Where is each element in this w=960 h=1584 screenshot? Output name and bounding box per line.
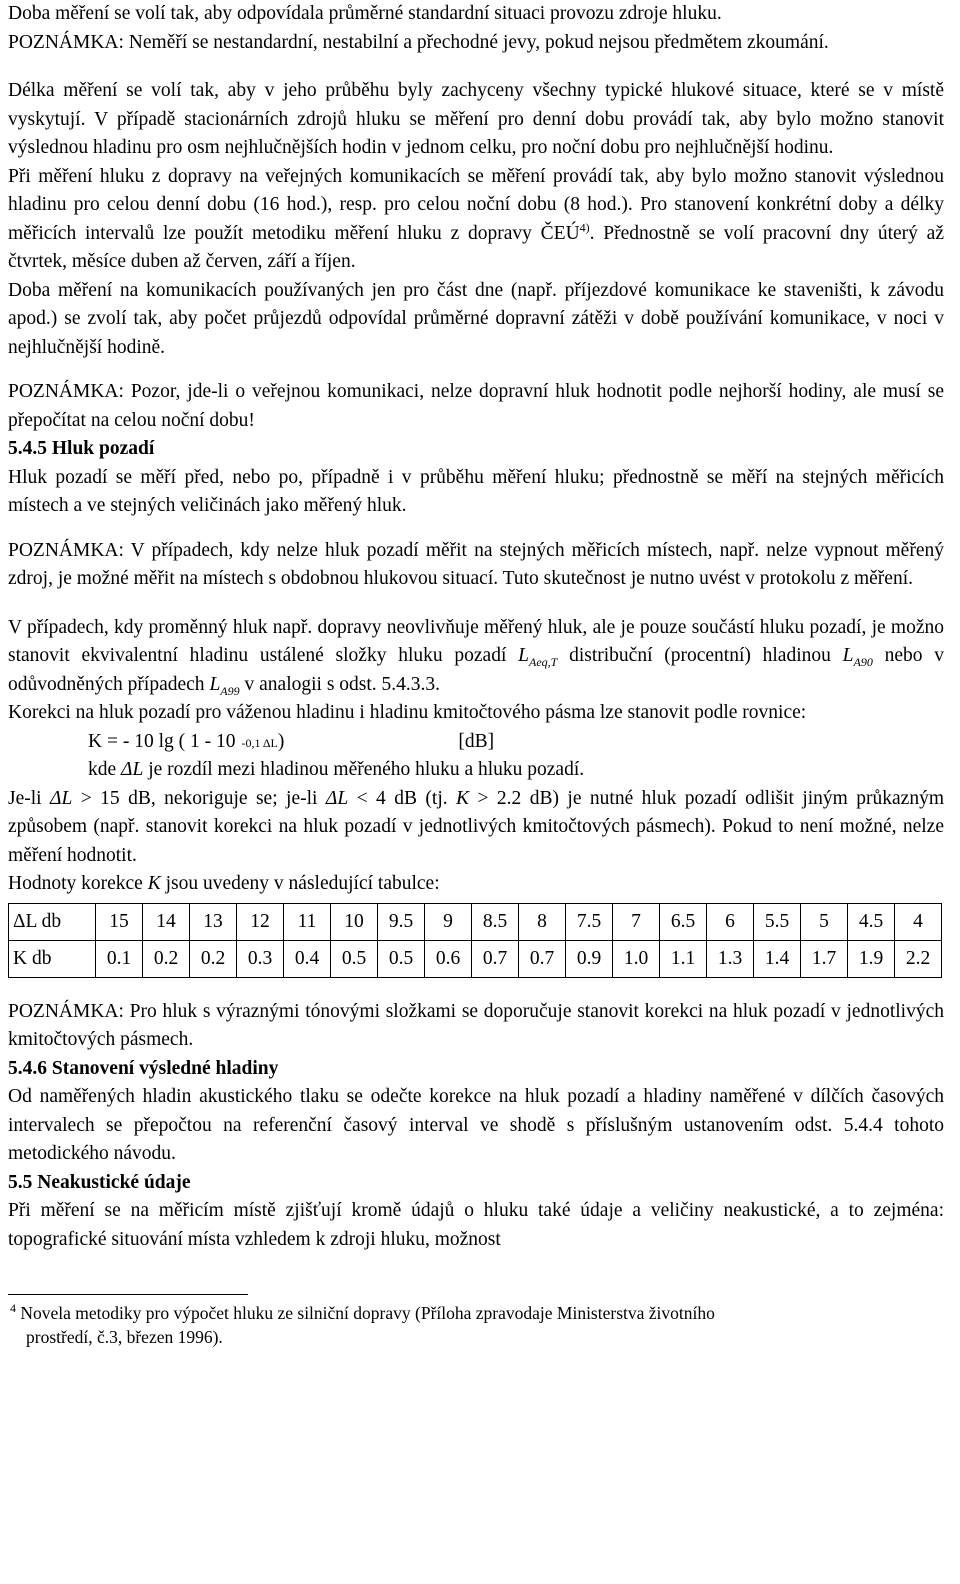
table-intro: Hodnoty korekce K jsou uvedeny v následující tabulce: — [8, 873, 440, 894]
k-cell: 0.7 — [519, 940, 566, 977]
correction-formula: K = - 10 lg ( 1 - 10 -0,1 ΔL ) [dB] — [88, 730, 495, 752]
k-cell: 0.3 — [237, 940, 284, 977]
delta-cell: 15 — [96, 903, 143, 940]
paragraph-nonacoustic: Při měření se na měřicím místě zjišťují kromě údajů o hluku také údaje a veličiny neakustické, a to zejména: topografické situování místa vzhledem k zdroji hluku, možnost — [8, 1200, 944, 1250]
footnote-4: $^4$ Novela metodiky pro výpočet hluku ze silniční dopravy (Příloha zpravodaje Ministerstva životního prostředí, č.3, březen 1996). — [10, 1301, 715, 1347]
correction-table — [8, 903, 942, 978]
k-cell: 0.9 — [566, 940, 613, 977]
paragraph-correction-limits: Je-li ΔL > 15 dB, nekoriguje se; je-li ΔL < 4 dB (tj. K > 2.2 dB) je nutné hluk pozadí odlišit jiným průkazným způsobem (např. stanovit korekci na hluk pozadí v jednotlivých kmitočtových pásmech). Pokud to není možné, nelze měření hodnotit. — [8, 787, 944, 866]
delta-cell: 8 — [519, 903, 566, 940]
k-cell: 1.3 — [707, 940, 754, 977]
paragraph-variable-noise: V případech, kdy proměnný hluk např. dopravy neovlivňuje měřený hluk, ale je pouze součástí hluku pozadí, je možno stanovit ekvivalentní hladinu ustálené složky hluku pozadí $L_{Aeq,T}$ distribuční (procentní) hladinou $L_{A90}$ nebo v odůvodněných případech $L_{A99}$ v analogii s odst. 5.4.3.3. — [8, 616, 945, 698]
delta-cell: 14 — [143, 903, 190, 940]
delta-cell: 12 — [237, 903, 284, 940]
k-cell: 0.1 — [96, 940, 143, 977]
footnote-ref: 4) — [579, 220, 590, 234]
formula-explanation: kde ΔL je rozdíl mezi hladinou měřeného hluku a hluku pozadí. — [88, 759, 585, 780]
delta-cell: 8.5 — [472, 903, 519, 940]
section-heading-55: 5.5 Neakustické údaje — [8, 1171, 191, 1193]
k-cell: 1.4 — [754, 940, 801, 977]
k-cell: 1.1 — [660, 940, 707, 977]
delta-cell: 5 — [801, 903, 848, 940]
note-public-road: POZNÁMKA: Pozor, jde-li o veřejnou komunikaci, nelze dopravní hluk hodnotit podle nejhorší hodiny, ale musí se přepočítat na celou noční dobu! — [8, 381, 944, 431]
paragraph-result-level: Od naměřených hladin akustického tlaku se odečte korekce na hluk pozadí a hladiny naměřené v dílčích časových intervalech se přepočtou na referenční časový interval ve shodě s příslušným ustanovením odst. 5.4.4 tohoto metodického návodu. — [8, 1086, 944, 1164]
delta-cell: 4.5 — [848, 903, 895, 940]
delta-cell: 9.5 — [378, 903, 425, 940]
note-nonstandard: POZNÁMKA: Neměří se nestandardní, nestabilní a přechodné jevy, pokud nejsou předmětem zkoumání. — [8, 31, 829, 53]
note-tonal-noise: POZNÁMKA: Pro hluk s výraznými tónovými složkami se doporučuje stanovit korekci na hluk pozadí v jednotlivých kmitočtových pásmech. — [8, 1000, 944, 1050]
k-cell: 1.9 — [848, 940, 895, 977]
k-cell: 0.2 — [190, 940, 237, 977]
delta-cell: 4 — [895, 903, 942, 940]
document-page — [8, 0, 944, 1349]
delta-cell: 10 — [331, 903, 378, 940]
k-cell: 0.5 — [378, 940, 425, 977]
k-cell: 2.2 — [895, 940, 942, 977]
k-cell: 0.4 — [284, 940, 331, 977]
footnote-divider — [8, 1294, 248, 1295]
paragraph-traffic-noise: Při měření hluku z dopravy na veřejných komunikacích se měření provádí tak, aby bylo možno stanovit výslednou hladinu pro celou denní dobu (16 hod.), resp. pro celou noční dobu (8 hod.). Pro stanovení konkrétní doby a délky měřicích intervalů lze použít metodiku měření hluku z dopravy ČEÚ$^{4)}$. Přednostně se volí pracovní dny úterý až čtvrtek, měsíce duben až červen, září a říjen. — [8, 165, 944, 272]
section-heading-546: 5.4.6 Stanovení výsledné hladiny — [8, 1057, 279, 1079]
delta-cell: 7.5 — [566, 903, 613, 940]
k-cell: 0.6 — [425, 940, 472, 977]
row-header-delta: ΔL db — [9, 903, 96, 940]
k-cell: 1.0 — [613, 940, 660, 977]
paragraph-measurement-length: Délka měření se volí tak, aby v jeho průběhu byly zachyceny všechny typické hlukové situace, které se v místě vyskytují. V případě stacionárních zdrojů hluku se měření pro denní dobu provádí tak, aby bylo možno stanovit výslednou hladinu pro osm nejhlučnějších hodin v jednom celku, pro noční dobu pro nejhlučnější hodinu. — [8, 80, 944, 158]
delta-cell: 6.5 — [660, 903, 707, 940]
delta-cell: 5.5 — [754, 903, 801, 940]
delta-cell: 6 — [707, 903, 754, 940]
delta-cell: 11 — [284, 903, 331, 940]
table-row-delta — [9, 903, 942, 940]
row-header-k: K db — [9, 940, 96, 977]
delta-cell: 13 — [190, 903, 237, 940]
paragraph-correction: Korekci na hluk pozadí pro váženou hladinu i hladinu kmitočtového pásma lze stanovit podle rovnice: — [8, 702, 807, 723]
paragraph-measurement-duration: Doba měření se volí tak, aby odpovídala průměrné standardní situaci provozu zdroje hluku. — [8, 3, 722, 24]
k-cell: 0.2 — [143, 940, 190, 977]
paragraph-background-noise: Hluk pozadí se měří před, nebo po, případně i v průběhu měření hluku; přednostně se měří na stejných měřicích místech a ve stejných veličinách jako měřený hluk. — [8, 466, 944, 516]
note-background-noise: POZNÁMKA: V případech, kdy nelze hluk pozadí měřit na stejných měřicích místech, např. nelze vypnout měřený zdroj, je možné měřit na místech s obdobnou hlukovou situací. Tuto skutečnost je nutno uvést v protokolu z měření. — [8, 539, 944, 589]
delta-cell: 7 — [613, 903, 660, 940]
k-cell: 0.7 — [472, 940, 519, 977]
k-cell: 1.7 — [801, 940, 848, 977]
table-row-k — [9, 940, 942, 977]
k-cell: 0.5 — [331, 940, 378, 977]
paragraph-partial-day: Doba měření na komunikacích používaných jen pro část dne (např. příjezdové komunikace ke staveništi, k závodu apod.) se zvolí tak, aby počet průjezdů odpovídal průměrné dopravní zátěži v době používání komunikace, v noci v nejhlučnější hodině. — [8, 279, 944, 358]
delta-cell: 9 — [425, 903, 472, 940]
section-heading-545: 5.4.5 Hluk pozadí — [8, 438, 155, 459]
